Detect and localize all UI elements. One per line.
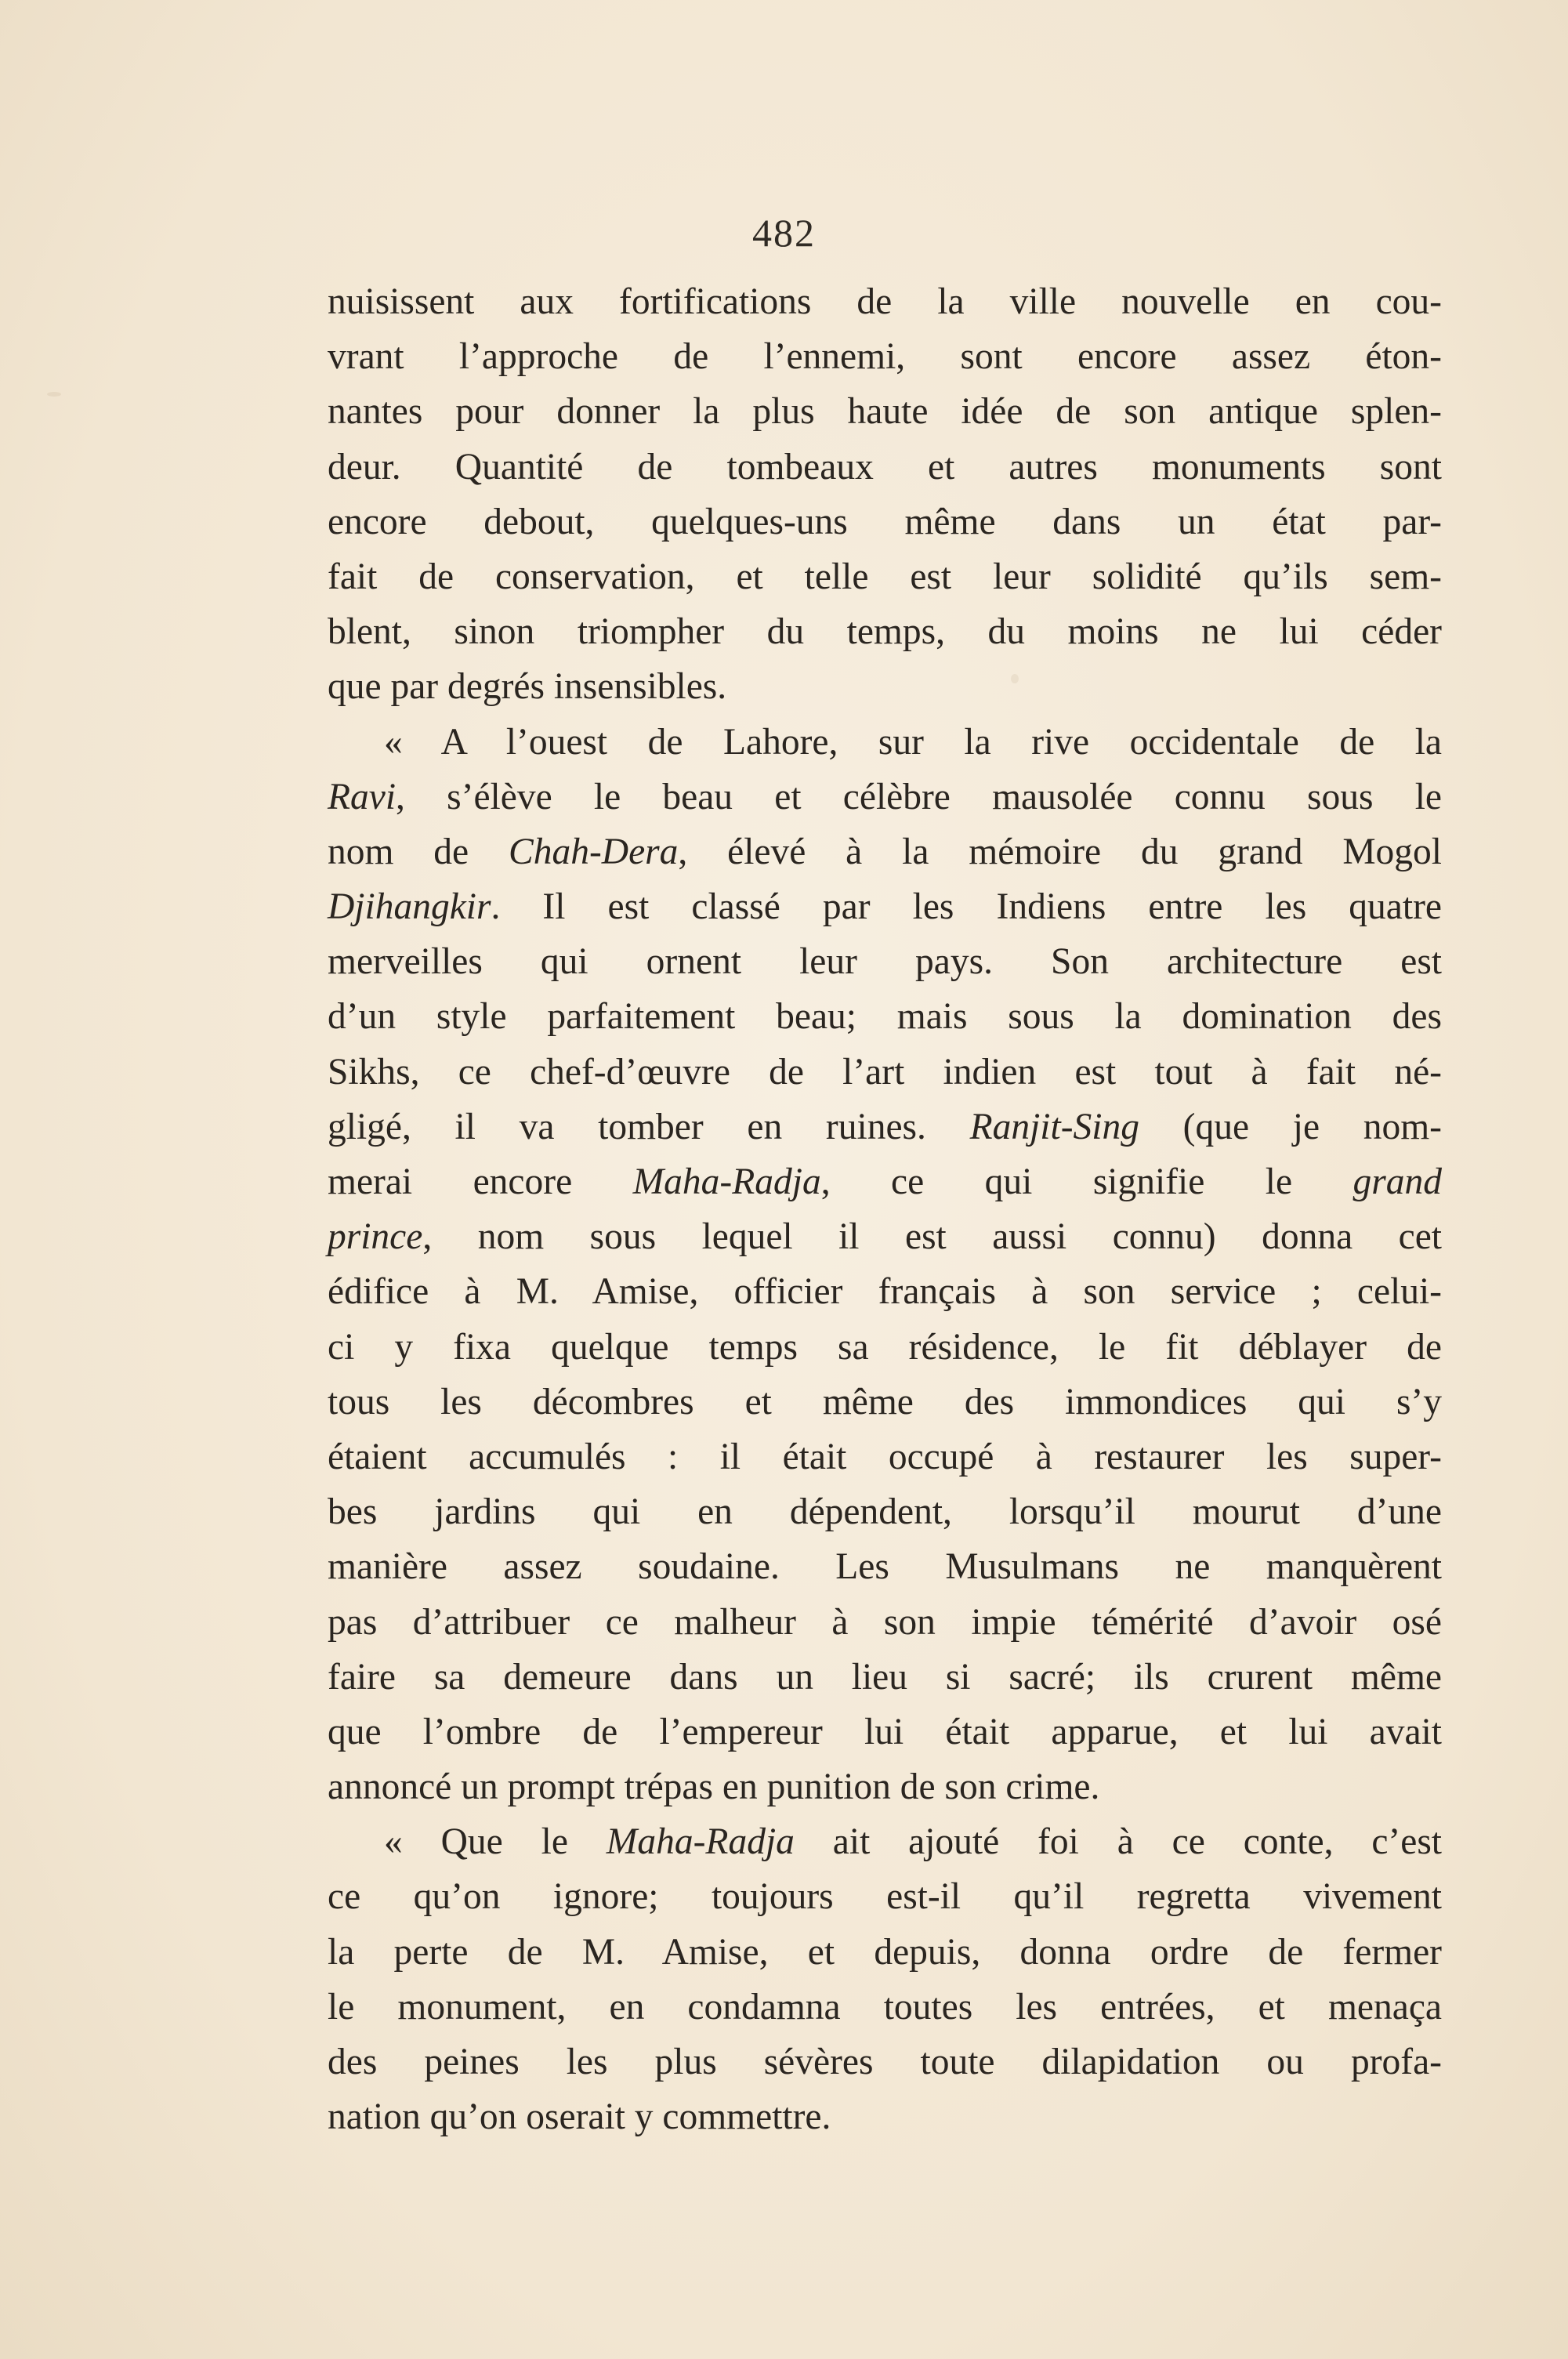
text-segment: Sikhs, ce chef-d’œuvre de l’art indien est tout à fait né- <box>328 1051 1442 1093</box>
text-line <box>328 934 1442 989</box>
text-segment: ce qu’on ignore; toujours est-il qu’il regretta vivement <box>328 1876 1442 1918</box>
text-line <box>328 1650 1442 1705</box>
text-line <box>328 1925 1442 1980</box>
text-line <box>328 384 1442 439</box>
text-line <box>328 329 1442 384</box>
text-segment: merveilles qui ornent leur pays. Son architecture est <box>328 941 1442 983</box>
text-line <box>328 2089 1442 2144</box>
text-line <box>328 989 1442 1044</box>
text-segment: d’un style parfaitement beau; mais sous la domination des <box>328 996 1442 1038</box>
text-segment: étaient accumulés : il était occupé à restaurer les super- <box>328 1436 1442 1477</box>
text-line <box>328 715 1442 770</box>
text-segment: ci y fixa quelque temps sa résidence, le fit déblayer de <box>328 1326 1442 1368</box>
text-segment: , nom sous lequel il est aussi connu) donna cet <box>422 1216 1442 1258</box>
text-segment: , ce qui signifie le <box>820 1161 1353 1202</box>
italic-text: Maha-Radja <box>632 1161 821 1202</box>
italic-text: Ranjit-Sing <box>969 1106 1139 1147</box>
text-line <box>328 1320 1442 1375</box>
italic-text: Maha-Radja <box>606 1821 795 1863</box>
text-line <box>328 1375 1442 1430</box>
text-segment: manière assez soudaine. Les Musulmans ne manquèrent <box>328 1546 1442 1588</box>
text-line <box>328 1430 1442 1484</box>
text-line <box>328 604 1442 659</box>
text-segment: nation qu’on oserait y commettre. <box>328 2096 831 2138</box>
italic-text: Ravi <box>328 776 397 817</box>
text-segment: deur. Quantité de tombeaux et autres monuments sont <box>328 446 1442 487</box>
text-segment: merai encore <box>328 1161 633 1202</box>
text-segment: pas d’attribuer ce malheur à son impie témérité d’avoir osé <box>328 1601 1442 1643</box>
text-line <box>328 1814 1442 1869</box>
text-line <box>328 1595 1442 1650</box>
text-segment: le monument, en condamna toutes les entrées, et menaça <box>328 1986 1442 2027</box>
paper-stain <box>47 392 61 397</box>
text-line <box>328 1759 1442 1814</box>
text-line <box>328 1264 1442 1319</box>
italic-text: Djihangkir <box>328 886 491 928</box>
text-line <box>328 1154 1442 1209</box>
text-segment: bes jardins qui en dépendent, lorsqu’il mourut d’une <box>328 1491 1442 1533</box>
text-segment: faire sa demeure dans un lieu si sacré; ils crurent même <box>328 1656 1442 1698</box>
text-line <box>328 1539 1442 1594</box>
text-line <box>328 1705 1442 1759</box>
text-line <box>328 2035 1442 2089</box>
text-segment: nuisissent aux fortifications de la ville nouvelle en cou- <box>328 281 1442 322</box>
text-segment: nom de <box>328 831 509 872</box>
text-segment: nantes pour donner la plus haute idée de son antique splen- <box>328 391 1442 433</box>
text-line <box>328 440 1442 495</box>
text-line <box>328 274 1442 329</box>
text-line <box>328 1100 1442 1154</box>
text-segment: des peines les plus sévères toute dilapidation ou profa- <box>328 2042 1442 2082</box>
text-segment: , élevé à la mémoire du grand Mogol <box>678 831 1443 872</box>
text-segment: « Que le <box>384 1821 607 1863</box>
text-line <box>328 549 1442 604</box>
text-segment: encore debout, quelques-uns même dans un état par- <box>328 501 1442 542</box>
italic-text: grand <box>1353 1161 1442 1202</box>
text-line <box>328 1209 1442 1264</box>
text-line <box>328 659 1442 714</box>
text-segment: que par degrés insensibles. <box>328 666 727 708</box>
text-line <box>328 1980 1442 2035</box>
body-text <box>328 274 1442 2144</box>
text-segment: gligé, il va tomber en ruines. <box>328 1106 970 1147</box>
text-line <box>328 1045 1442 1100</box>
text-segment: fait de conservation, et telle est leur solidité qu’ils sem- <box>328 556 1442 597</box>
text-segment: vrant l’approche de l’ennemi, sont encore assez éton- <box>328 336 1442 378</box>
text-segment: tous les décombres et même des immondices qui s’y <box>328 1381 1442 1422</box>
text-segment: que l’ombre de l’empereur lui était apparue, et lui avait <box>328 1711 1442 1752</box>
page-number: 482 <box>752 211 816 255</box>
text-line <box>328 1484 1442 1539</box>
text-segment: « A l’ouest de Lahore, sur la rive occidentale de la <box>384 721 1442 763</box>
text-line <box>328 824 1442 879</box>
text-line <box>328 879 1442 934</box>
text-line <box>328 495 1442 549</box>
text-segment: (que je nom- <box>1139 1106 1442 1147</box>
text-line <box>328 1869 1442 1924</box>
italic-text: prince <box>328 1216 423 1258</box>
text-segment: la perte de M. Amise, et depuis, donna ordre de fermer <box>328 1931 1442 1973</box>
text-segment: ait ajouté foi à ce conte, c’est <box>794 1821 1442 1863</box>
text-line <box>328 770 1442 824</box>
text-segment: édifice à M. Amise, officier français à son service ; celui- <box>328 1271 1442 1313</box>
text-segment: , s’élève le beau et célèbre mausolée connu sous le <box>396 776 1442 817</box>
text-segment: . Il est classé par les Indiens entre les quatre <box>491 886 1442 928</box>
text-segment: blent, sinon triompher du temps, du moins ne lui céder <box>328 611 1442 653</box>
italic-text: Chah-Dera <box>509 831 679 872</box>
text-segment: annoncé un prompt trépas en punition de son crime. <box>328 1767 1100 1808</box>
